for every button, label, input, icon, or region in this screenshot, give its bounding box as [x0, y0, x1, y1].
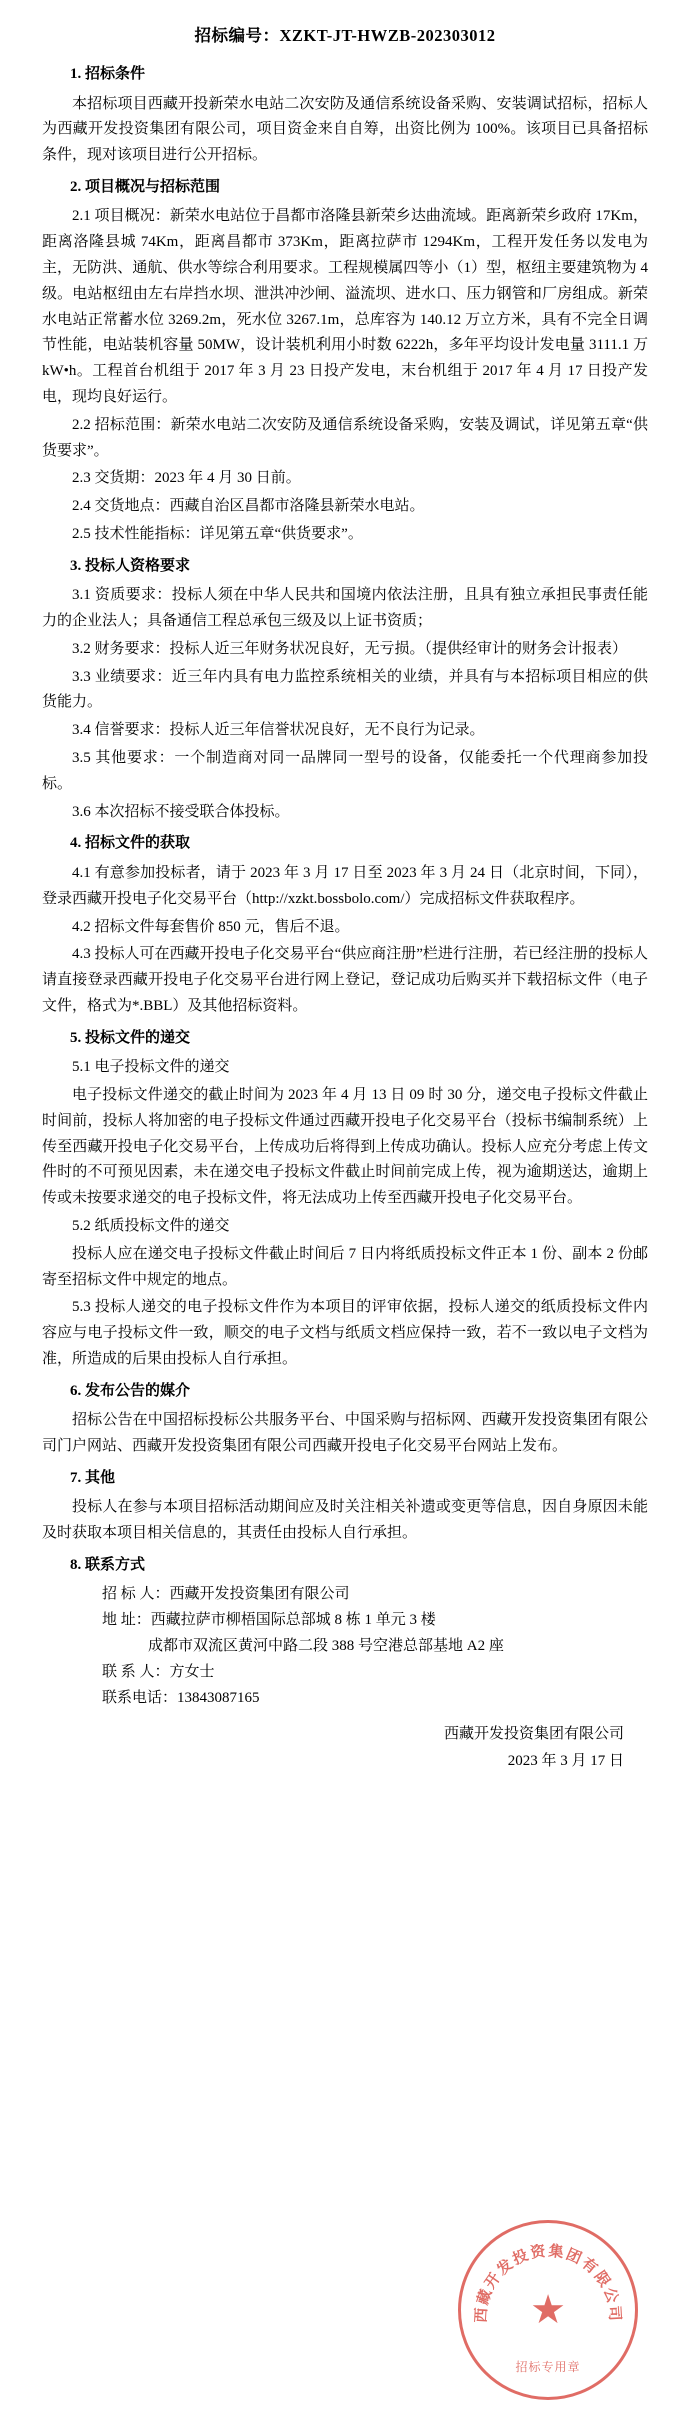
section-2-paragraph-1: 2.1 项目概况：新荣水电站位于昌都市洛隆县新荣乡达曲流域。距离新荣乡政府 17Km，距离洛隆县城 74Km，距离昌都市 373Km，距离拉萨市 1294Km，工程开发任务以发电为主，无防洪、通航、供水等综合利用要求。工程规模属四等小（1）型，枢纽主要建筑物为 4 级。电站枢纽由左右岸挡水坝、泄洪冲沙闸、溢流坝、进水口、压力钢管和厂房组成。新荣水电站正常蓄水位 3269.2m，死水位 3267.1m，总库容为 140.12 万立方米，具有不完全日调节性能，电站装机容量 50MW，设计装机利用小时数 6222h，多年平均设计发电量 3111.1 万 kW•h。工程首台机组于 2017 年 3 月 23 日投产发电，末台机组于 2017 年 4 月 17 日投产发电，现均良好运行。 [42, 208, 648, 405]
signature-company: 西藏开发投资集团有限公司 [443, 1726, 624, 1743]
signature-block [42, 1721, 648, 1775]
contact-row [42, 1608, 648, 1634]
section-3-paragraph-2: 3.2 财务要求：投标人近三年财务状况良好，无亏损。（提供经审计的财务会计报表） [72, 640, 628, 657]
star-icon: ★ [530, 2287, 566, 2332]
document-number: 招标编号：XZKT-JT-HWZB-202303012 [194, 26, 496, 45]
section-title-3: 3. 投标人资格要求 [70, 557, 191, 574]
section-title-1: 1. 招标条件 [70, 66, 146, 82]
signature-date: 2023 年 3 月 17 日 [507, 1753, 624, 1770]
section-2-paragraph-4: 2.4 交货地点：西藏自治区昌都市洛隆县新荣水电站。 [72, 498, 425, 515]
section-4-paragraph-3: 4.3 投标人可在西藏开投电子化交易平台“供应商注册”栏进行注册，若已经注册的投标人请直接登录西藏开投电子化交易平台进行网上登记，登记成功后购买并下载招标文件（电子文件，格式为*.BBL）及其他招标资料。 [42, 946, 648, 1014]
section-5-paragraph-1: 电子投标文件递交的截止时间为 2023 年 4 月 13 日 09 时 30 分，递交电子投标文件截止时间前，投标人将加密的电子投标文件通过西藏开投电子化交易平台（投标书编制系统）上传至西藏开投电子化交易平台，上传成功后将得到上传成功确认。投标人应充分考虑上传文件时的不可预见因素，未在递交电子投标文件截止时间前完成上传，视为逾期送达，逾期上传或未按要求递交的电子投标文件，将无法成功上传至西藏开投电子化交易平台。 [42, 1087, 648, 1207]
contact-row [42, 1634, 648, 1660]
section-5-paragraph-2: 投标人应在递交电子投标文件截止时间后 7 日内将纸质投标文件正本 1 份、副本 2 份邮寄至招标文件中规定的地点。 [42, 1245, 648, 1288]
section-6-paragraph-1: 招标公告在中国招标投标公共服务平台、中国采购与招标网、西藏开发投资集团有限公司门户网站、西藏开发投资集团有限公司西藏开投电子化交易平台网站上发布。 [42, 1412, 648, 1455]
section-4-paragraph-2: 4.2 招标文件每套售价 850 元，售后不退。 [72, 918, 350, 935]
contact-row [42, 1660, 648, 1686]
section-title-7: 7. 其他 [70, 1469, 116, 1486]
contact-label-bidder: 招 标 人： [102, 1586, 170, 1603]
contact-row [42, 1686, 648, 1712]
section-5-subtitle-1: 5.1 电子投标文件的递交 [72, 1059, 230, 1076]
section-title-6: 6. 发布公告的媒介 [70, 1382, 191, 1399]
svg-text:西藏开发投资集团有限公司 [473, 2242, 625, 2324]
contact-label-phone: 联系电话： [102, 1689, 178, 1706]
section-3-paragraph-6: 3.6 本次招标不接受联合体投标。 [72, 803, 290, 820]
section-2-paragraph-5: 2.5 技术性能指标：详见第五章“供货要求”。 [72, 525, 363, 542]
contact-block [42, 1582, 648, 1711]
contact-value-person: 方女士 [169, 1663, 215, 1680]
section-title-4: 4. 招标文件的获取 [70, 835, 191, 852]
contact-value-address: 西藏拉萨市柳梧国际总部城 8 栋 1 单元 3 楼 [150, 1612, 436, 1629]
section-3-paragraph-5: 3.5 其他要求：一个制造商对同一品牌同一型号的设备，仅能委托一个代理商参加投标。 [42, 750, 648, 792]
contact-label-address: 地 址： [102, 1612, 151, 1629]
official-seal-stamp [458, 2220, 638, 2400]
section-3-paragraph-1: 3.1 资质要求：投标人须在中华人民共和国境内依法注册，且具有独立承担民事责任能力的企业法人；具备通信工程总承包三级及以上证书资质； [42, 587, 648, 630]
section-2-paragraph-2: 2.2 招标范围：新荣水电站二次安防及通信系统设备采购，安装及调试，详见第五章“供货要求”。 [42, 416, 648, 459]
section-5-paragraph-3: 5.3 投标人递交的电子投标文件作为本项目的评审依据，投标人递交的纸质投标文件内容应与电子投标文件一致，顺交的电子文档与纸质文档应保持一致，若不一致以电子文档为准，所造成的后果由投标人自行承担。 [42, 1299, 648, 1367]
section-2-paragraph-3: 2.3 交货期：2023 年 4 月 30 日前。 [72, 470, 301, 487]
section-3-paragraph-3: 3.3 业绩要求：近三年内具有电力监控系统相关的业绩，并具有与本招标项目相应的供货能力。 [42, 668, 648, 711]
section-3-paragraph-4: 3.4 信誉要求：投标人近三年信誉状况良好，无不良行为记录。 [72, 722, 485, 739]
contact-value-phone: 13843087165 [177, 1689, 260, 1706]
contact-value-address-2: 成都市双流区黄河中路二段 388 号空港总部基地 A2 座 [148, 1638, 504, 1655]
contact-row [42, 1582, 648, 1608]
seal-arc-text: 西藏开发投资集团有限公司 [473, 2243, 623, 2324]
section-1-paragraph-1: 本招标项目西藏开投新荣水电站二次安防及通信系统设备采购、安装调试招标，招标人为西藏开发投资集团有限公司，项目资金来自自筹，出资比例为 100%。该项目已具备招标条件，现对该项目进行公开招标。 [42, 95, 648, 164]
section-5-subtitle-2: 5.2 纸质投标文件的递交 [72, 1217, 230, 1234]
section-7-paragraph-1: 投标人在参与本项目招标活动期间应及时关注相关补遗或变更等信息，因自身原因未能及时获取本项目相关信息的，其责任由投标人自行承担。 [42, 1499, 648, 1542]
section-title-5: 5. 投标文件的递交 [70, 1029, 191, 1046]
seal-bottom-text: 招标专用章 [515, 2360, 581, 2374]
section-title-8: 8. 联系方式 [70, 1556, 146, 1573]
contact-value-bidder: 西藏开发投资集团有限公司 [169, 1586, 350, 1603]
section-title-2: 2. 项目概况与招标范围 [70, 178, 221, 195]
section-4-paragraph-1: 4.1 有意参加投标者，请于 2023 年 3 月 17 日至 2023 年 3 月 24 日（北京时间，下同），登录西藏开投电子化交易平台（http://xzkt.bossbolo.com/）完成招标文件获取程序。 [42, 864, 648, 907]
contact-label-person: 联 系 人： [102, 1663, 170, 1680]
